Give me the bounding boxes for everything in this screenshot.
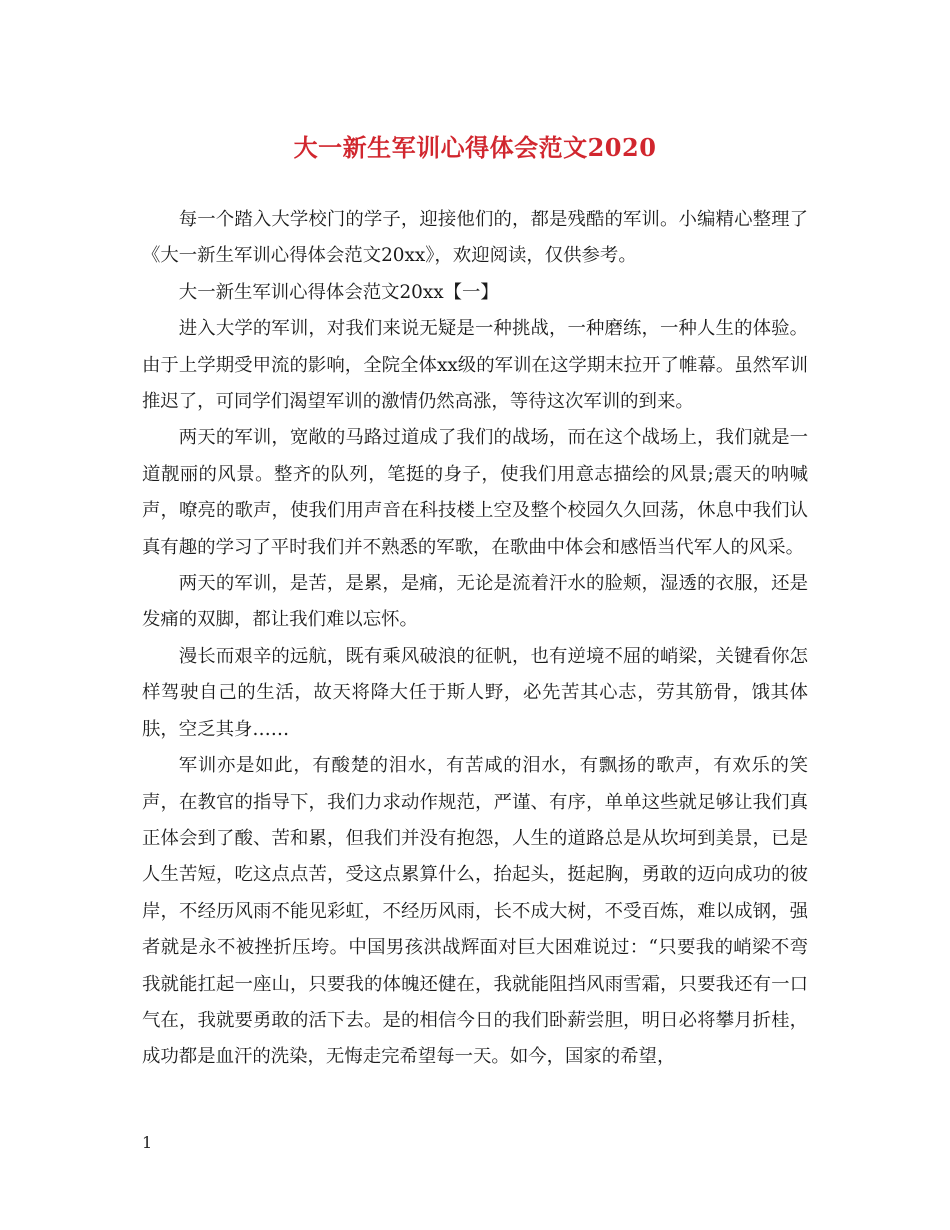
document-title: 大一新生军训心得体会范文2020 bbox=[293, 133, 657, 162]
section-heading: 大一新生军训心得体会范文20xx【一】 bbox=[178, 281, 499, 303]
document-body bbox=[142, 202, 808, 1076]
page-number: 1 bbox=[142, 1133, 153, 1152]
body-paragraph: 漫长而艰辛的远航，既有乘风破浪的征帆，也有逆境不屈的峭梁，关键看你怎样驾驶自己的生活，故天将降大任于斯人野，必先苦其心志，劳其筋骨，饿其体肤，空乏其身…… bbox=[142, 645, 808, 740]
body-paragraph: 军训亦是如此，有酸楚的泪水，有苦咸的泪水，有飘扬的歌声，有欢乐的笑声，在教官的指导下，我们力求动作规范，严谨、有序，单单这些就足够让我们真正体会到了酸、苦和累，但我们并没有抱怨，人生的道路总是从坎坷到美景，已是人生苦短，吃这点点苦，受这点累算什么，抬起头，挺起胸，勇敢的迈向成功的彼岸，不经历风雨不能见彩虹，不经历风雨，长不成大树，不受百炼，难以成钢，强者就是永不被挫折压垮。中国男孩洪战辉面对巨大困难说过：“只要我的峭梁不弯我就能扛起一座山，只要我的体魄还健在，我就能阻挡风雨雪霜，只要我还有一口气在，我就要勇敢的活下去。是的相信今日的我们卧薪尝胆，明日必将攀月折桂，成功都是血汗的洗染，无悔走完希望每一天。如今，国家的希望， bbox=[142, 755, 808, 1068]
body-paragraph: 进入大学的军训，对我们来说无疑是一种挑战，一种磨练，一种人生的体验。由于上学期受甲流的影响，全院全体xx级的军训在这学期末拉开了帷幕。虽然军训推迟了，可同学们渴望军训的激情仍然高涨，等待这次军训的到来。 bbox=[142, 318, 808, 413]
body-paragraph: 两天的军训，是苦，是累，是痛，无论是流着汗水的脸颊，湿透的衣服，还是发痛的双脚，都让我们难以忘怀。 bbox=[142, 573, 808, 631]
body-paragraph: 两天的军训，宽敞的马路过道成了我们的战场，而在这个战场上，我们就是一道靓丽的风景。整齐的队列，笔挺的身子，使我们用意志描绘的风景;震天的呐喊声，嘹亮的歌声，使我们用声音在科技楼上空及整个校园久久回荡，休息中我们认真有趣的学习了平时我们并不熟悉的军歌，在歌曲中体会和感悟当代军人的风采。 bbox=[142, 427, 808, 558]
intro-paragraph: 每一个踏入大学校门的学子，迎接他们的，都是残酷的军训。小编精心整理了《大一新生军训心得体会范文20xx》，欢迎阅读，仅供参考。 bbox=[142, 209, 808, 267]
